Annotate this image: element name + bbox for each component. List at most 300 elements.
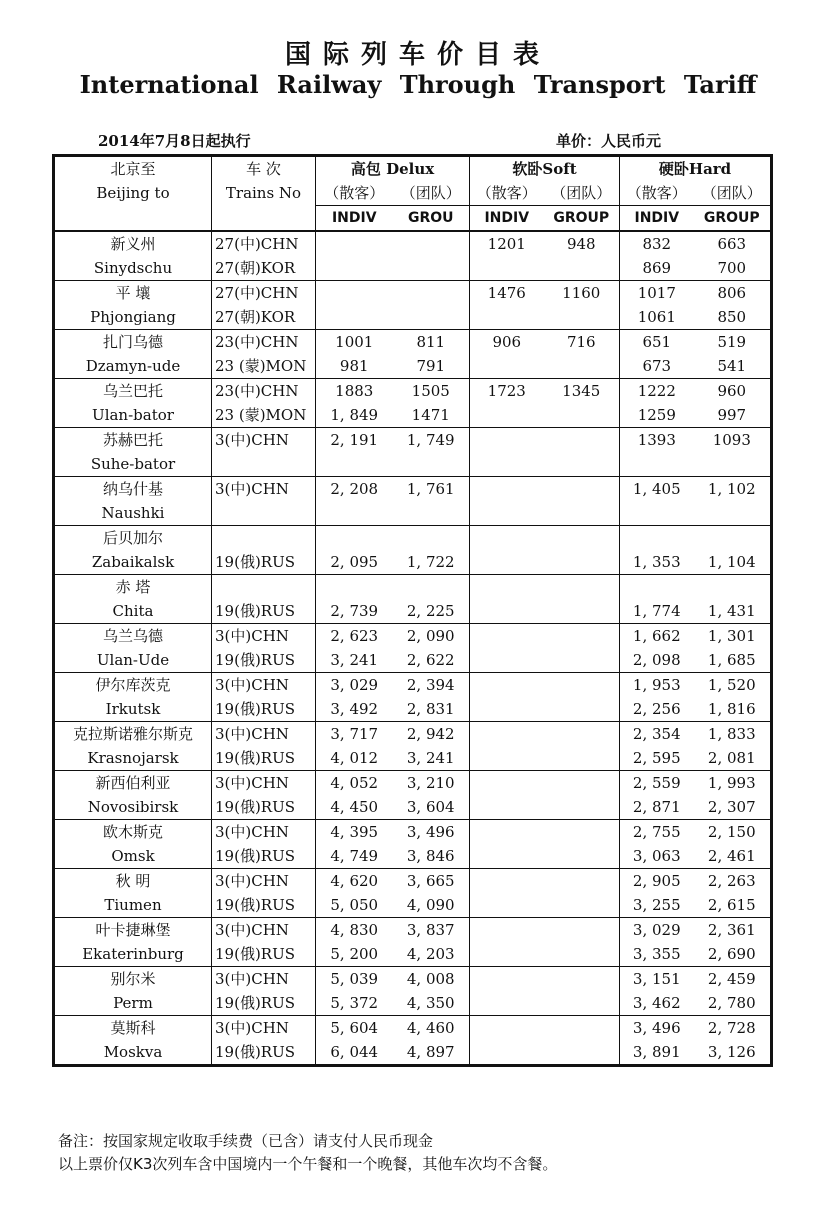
delux-indiv: 4, 450 [316, 795, 393, 820]
page-title-cn: 国际列车价目表 [284, 40, 551, 70]
hard-group: 2, 461 [707, 847, 756, 865]
soft-group: 716 [544, 330, 620, 355]
train-no [212, 452, 316, 477]
destination-en: Tiumen [54, 893, 212, 918]
table-row [54, 403, 772, 428]
price-unit: 单价：人民币元 [556, 132, 662, 150]
delux-indiv: 5, 050 [316, 893, 393, 918]
header-from-cn: 北京至 [54, 156, 212, 182]
header-delux-indiv-cn: （散客） [316, 181, 393, 206]
delux-indiv [316, 256, 393, 281]
train-no: 3(中)CHN [212, 477, 316, 502]
soft-indiv [470, 1016, 544, 1041]
soft-indiv [470, 599, 544, 624]
hard-group: 1, 685 [707, 651, 756, 669]
header-row-1 [54, 156, 772, 182]
table-row [54, 305, 772, 330]
hard-group [694, 452, 772, 477]
table-row [54, 599, 772, 624]
hard-indiv: 2, 354 [620, 722, 694, 747]
header-hard-group-cn: （团队） [701, 184, 762, 202]
soft-indiv [470, 403, 544, 428]
soft-indiv [470, 1040, 544, 1066]
delux-group: 4, 008 [393, 967, 470, 992]
tariff-table [52, 154, 773, 1067]
hard-indiv: 3, 063 [620, 844, 694, 869]
delux-group: 3, 665 [393, 869, 470, 894]
soft-indiv [470, 918, 544, 943]
hard-indiv: 1, 953 [620, 673, 694, 698]
header-row-2 [54, 181, 772, 206]
soft-group [544, 673, 620, 698]
delux-group: 3, 241 [406, 749, 455, 767]
soft-indiv [470, 550, 544, 575]
delux-indiv: 6, 044 [316, 1040, 393, 1066]
table-row [54, 673, 772, 698]
soft-indiv [470, 256, 544, 281]
delux-indiv: 2, 095 [316, 550, 393, 575]
table-row [54, 795, 772, 820]
delux-indiv: 4, 395 [316, 820, 393, 845]
soft-group [544, 1016, 620, 1041]
soft-indiv [470, 575, 544, 600]
hard-group: 2, 615 [707, 896, 756, 914]
delux-group [393, 452, 470, 477]
delux-group: 1, 749 [393, 428, 470, 453]
delux-group [393, 526, 470, 551]
delux-indiv: 4, 052 [316, 771, 393, 796]
destination-cn: 扎门乌德 [54, 330, 212, 355]
soft-group: 948 [544, 231, 620, 256]
hard-group: 2, 690 [707, 945, 756, 963]
hard-group: 1, 993 [694, 771, 772, 796]
soft-indiv [470, 673, 544, 698]
soft-indiv: 1201 [470, 231, 544, 256]
hard-group: 2, 307 [707, 798, 756, 816]
delux-group: 2, 942 [393, 722, 470, 747]
hard-indiv: 2, 098 [620, 648, 694, 673]
hard-indiv: 2, 905 [620, 869, 694, 894]
destination-en: Novosibirsk [54, 795, 212, 820]
train-no: 27(中)CHN [212, 231, 316, 256]
hard-indiv: 1259 [620, 403, 694, 428]
train-no: 3(中)CHN [212, 918, 316, 943]
hard-group: 1, 301 [694, 624, 772, 649]
soft-indiv: 1476 [470, 281, 544, 306]
destination-en: Suhe-bator [54, 452, 212, 477]
delux-indiv [316, 501, 393, 526]
destination-en: Ulan-bator [54, 403, 212, 428]
soft-group [544, 795, 620, 820]
soft-group: 1160 [544, 281, 620, 306]
soft-indiv [470, 795, 544, 820]
delux-group: 2, 831 [406, 700, 455, 718]
table-row [54, 991, 772, 1016]
hard-indiv: 1061 [620, 305, 694, 330]
hard-group: 1, 102 [694, 477, 772, 502]
delux-indiv: 2, 191 [316, 428, 393, 453]
delux-group: 1, 761 [393, 477, 470, 502]
delux-indiv: 4, 749 [316, 844, 393, 869]
hard-group: 997 [717, 406, 747, 424]
destination-cn: 别尔米 [54, 967, 212, 992]
train-no: 19(俄)RUS [212, 991, 316, 1016]
destination-cn: 新义州 [54, 231, 212, 256]
delux-group: 3, 837 [393, 918, 470, 943]
hard-indiv: 1, 774 [620, 599, 694, 624]
delux-group: 3, 846 [406, 847, 455, 865]
hard-indiv: 2, 559 [620, 771, 694, 796]
destination-cn: 乌兰乌德 [54, 624, 212, 649]
delux-indiv: 1883 [316, 379, 393, 404]
table-row [54, 918, 772, 943]
train-no: 23(中)CHN [212, 379, 316, 404]
hard-group: 3, 126 [707, 1043, 756, 1061]
header-soft-group-cn: （团队） [551, 184, 612, 202]
train-no: 23 (蒙)MON [212, 403, 316, 428]
hard-indiv: 3, 355 [620, 942, 694, 967]
train-no: 19(俄)RUS [212, 893, 316, 918]
soft-group [544, 599, 620, 624]
train-no: 19(俄)RUS [212, 648, 316, 673]
hard-indiv: 3, 496 [620, 1016, 694, 1041]
delux-indiv: 2, 623 [316, 624, 393, 649]
delux-indiv [316, 575, 393, 600]
hard-indiv [620, 452, 694, 477]
hard-group: 1, 431 [707, 602, 756, 620]
hard-group: 1, 833 [694, 722, 772, 747]
delux-indiv: 981 [316, 354, 393, 379]
delux-indiv: 1, 849 [316, 403, 393, 428]
hard-indiv: 3, 891 [620, 1040, 694, 1066]
train-no: 19(俄)RUS [212, 550, 316, 575]
table-row [54, 820, 772, 845]
header-delux-group: GROU [393, 206, 470, 232]
delux-group: 1471 [411, 406, 450, 424]
destination-en: Moskva [54, 1040, 212, 1066]
soft-indiv [470, 305, 544, 330]
effective-date: 2014年7月8日起执行 [98, 132, 251, 150]
train-no: 27(朝)KOR [212, 256, 316, 281]
soft-indiv [470, 942, 544, 967]
soft-group [544, 526, 620, 551]
destination-cn: 莫斯科 [54, 1016, 212, 1041]
delux-indiv: 2, 208 [316, 477, 393, 502]
delux-group: 3, 604 [406, 798, 455, 816]
soft-indiv [470, 991, 544, 1016]
header-delux: 高包 Delux [316, 156, 470, 182]
hard-group: 541 [717, 357, 747, 375]
delux-group [393, 501, 470, 526]
table-row [54, 1016, 772, 1041]
soft-group [544, 624, 620, 649]
header-delux-group-cn: （团队） [400, 184, 461, 202]
hard-group: 700 [717, 259, 747, 277]
table-row [54, 746, 772, 771]
header-hard: 硬卧Hard [620, 156, 772, 182]
soft-indiv [470, 501, 544, 526]
delux-group: 4, 350 [406, 994, 455, 1012]
soft-indiv [470, 771, 544, 796]
delux-group: 2, 225 [406, 602, 455, 620]
soft-indiv [470, 452, 544, 477]
soft-group [544, 354, 620, 379]
delux-indiv: 4, 830 [316, 918, 393, 943]
hard-indiv: 2, 256 [620, 697, 694, 722]
hard-indiv: 1017 [620, 281, 694, 306]
header-soft-group: GROUP [544, 206, 620, 232]
delux-group: 1505 [393, 379, 470, 404]
soft-indiv [470, 697, 544, 722]
hard-indiv: 1222 [620, 379, 694, 404]
delux-indiv: 3, 717 [316, 722, 393, 747]
train-no: 3(中)CHN [212, 820, 316, 845]
destination-cn: 赤 塔 [54, 575, 212, 600]
delux-indiv: 5, 200 [316, 942, 393, 967]
table-row [54, 526, 772, 551]
hard-group: 2, 263 [694, 869, 772, 894]
soft-group [544, 771, 620, 796]
soft-group [544, 869, 620, 894]
soft-group [544, 844, 620, 869]
hard-group: 2, 728 [694, 1016, 772, 1041]
destination-en: Krasnojarsk [54, 746, 212, 771]
table-row [54, 281, 772, 306]
table-row [54, 893, 772, 918]
table-row [54, 942, 772, 967]
train-no: 3(中)CHN [212, 722, 316, 747]
soft-group [544, 403, 620, 428]
header-soft: 软卧Soft [470, 156, 620, 182]
delux-indiv: 3, 029 [316, 673, 393, 698]
destination-cn: 后贝加尔 [54, 526, 212, 551]
hard-indiv [620, 501, 694, 526]
hard-group: 663 [694, 231, 772, 256]
note-line-2: 以上票价仅K3次列车含中国境内一个午餐和一个晚餐，其他车次均不含餐。 [58, 1155, 558, 1173]
soft-indiv [470, 477, 544, 502]
train-no: 19(俄)RUS [212, 795, 316, 820]
soft-indiv [470, 820, 544, 845]
train-no: 23(中)CHN [212, 330, 316, 355]
delux-group [393, 256, 470, 281]
hard-indiv: 3, 151 [620, 967, 694, 992]
soft-group [544, 550, 620, 575]
destination-en: Dzamyn-ude [54, 354, 212, 379]
train-no: 23 (蒙)MON [212, 354, 316, 379]
delux-indiv: 4, 012 [316, 746, 393, 771]
soft-indiv [470, 526, 544, 551]
train-no: 27(朝)KOR [212, 305, 316, 330]
hard-indiv: 673 [620, 354, 694, 379]
delux-indiv: 3, 492 [316, 697, 393, 722]
table-row [54, 550, 772, 575]
train-no: 27(中)CHN [212, 281, 316, 306]
train-no [212, 501, 316, 526]
destination-cn: 秋 明 [54, 869, 212, 894]
hard-indiv [620, 526, 694, 551]
hard-indiv: 1, 662 [620, 624, 694, 649]
hard-group: 2, 081 [707, 749, 756, 767]
train-no: 19(俄)RUS [212, 844, 316, 869]
table-row [54, 967, 772, 992]
train-no: 3(中)CHN [212, 771, 316, 796]
hard-indiv: 2, 755 [620, 820, 694, 845]
soft-indiv [470, 624, 544, 649]
destination-en: Ekaterinburg [54, 942, 212, 967]
delux-group: 3, 210 [393, 771, 470, 796]
table-row [54, 379, 772, 404]
table-row [54, 771, 772, 796]
table-row [54, 501, 772, 526]
hard-indiv: 651 [620, 330, 694, 355]
soft-group [544, 648, 620, 673]
delux-indiv [316, 305, 393, 330]
delux-indiv [316, 452, 393, 477]
soft-indiv: 1723 [470, 379, 544, 404]
destination-cn: 克拉斯诺雅尔斯克 [54, 722, 212, 747]
train-no [212, 526, 316, 551]
delux-group [393, 305, 470, 330]
table-row [54, 869, 772, 894]
header-soft-indiv: INDIV [470, 206, 544, 232]
delux-indiv [316, 231, 393, 256]
destination-cn: 乌兰巴托 [54, 379, 212, 404]
soft-indiv [470, 722, 544, 747]
header-row-3 [54, 206, 772, 232]
soft-indiv [470, 844, 544, 869]
note-line-1: 备注：按国家规定收取手续费（已含）请支付人民币现金 [58, 1132, 434, 1150]
table-row [54, 231, 772, 256]
train-no: 19(俄)RUS [212, 746, 316, 771]
table-row [54, 844, 772, 869]
destination-en: Omsk [54, 844, 212, 869]
train-no: 3(中)CHN [212, 673, 316, 698]
table-row [54, 256, 772, 281]
page-title-en: International Railway Through Transport Tariff [79, 70, 757, 99]
soft-indiv [470, 648, 544, 673]
table-row [54, 722, 772, 747]
soft-group [544, 991, 620, 1016]
header-hard-group: GROUP [694, 206, 772, 232]
delux-indiv: 2, 739 [316, 599, 393, 624]
table-row [54, 452, 772, 477]
hard-indiv: 3, 462 [620, 991, 694, 1016]
train-no: 3(中)CHN [212, 428, 316, 453]
table-row [54, 648, 772, 673]
hard-indiv: 3, 029 [620, 918, 694, 943]
delux-group: 791 [416, 357, 446, 375]
hard-group: 519 [694, 330, 772, 355]
hard-indiv: 869 [620, 256, 694, 281]
soft-group [544, 305, 620, 330]
destination-cn: 苏赫巴托 [54, 428, 212, 453]
destination-en: Phjongiang [54, 305, 212, 330]
destination-en: Zabaikalsk [54, 550, 212, 575]
delux-group: 2, 394 [393, 673, 470, 698]
header-hard-indiv: INDIV [620, 206, 694, 232]
hard-indiv [620, 575, 694, 600]
soft-indiv [470, 746, 544, 771]
delux-group [393, 575, 470, 600]
delux-group: 4, 090 [406, 896, 455, 914]
train-no: 19(俄)RUS [212, 697, 316, 722]
delux-group: 811 [393, 330, 470, 355]
hard-group: 2, 459 [694, 967, 772, 992]
hard-indiv: 1, 353 [620, 550, 694, 575]
soft-indiv [470, 354, 544, 379]
soft-indiv [470, 893, 544, 918]
table-row [54, 697, 772, 722]
hard-group: 1, 816 [707, 700, 756, 718]
soft-group [544, 918, 620, 943]
soft-indiv [470, 869, 544, 894]
soft-group [544, 452, 620, 477]
destination-en: Perm [54, 991, 212, 1016]
train-no: 19(俄)RUS [212, 1040, 316, 1066]
soft-group [544, 967, 620, 992]
hard-indiv: 2, 595 [620, 746, 694, 771]
hard-group: 2, 780 [707, 994, 756, 1012]
soft-group [544, 477, 620, 502]
destination-en: Chita [54, 599, 212, 624]
hard-group: 806 [694, 281, 772, 306]
table-row [54, 330, 772, 355]
delux-group: 2, 622 [406, 651, 455, 669]
hard-group: 1, 520 [694, 673, 772, 698]
soft-group [544, 256, 620, 281]
delux-indiv: 4, 620 [316, 869, 393, 894]
soft-indiv: 906 [470, 330, 544, 355]
hard-indiv: 1393 [620, 428, 694, 453]
train-no [212, 575, 316, 600]
hard-group: 2, 361 [694, 918, 772, 943]
train-no: 3(中)CHN [212, 624, 316, 649]
hard-group: 960 [694, 379, 772, 404]
hard-group: 1, 104 [707, 553, 756, 571]
train-no: 19(俄)RUS [212, 942, 316, 967]
delux-indiv: 3, 241 [316, 648, 393, 673]
delux-indiv: 5, 039 [316, 967, 393, 992]
soft-group [544, 722, 620, 747]
table-row [54, 428, 772, 453]
train-no: 3(中)CHN [212, 1016, 316, 1041]
delux-group: 4, 460 [393, 1016, 470, 1041]
hard-group [694, 526, 772, 551]
header-train-cn: 车 次 [212, 156, 316, 182]
destination-cn: 欧木斯克 [54, 820, 212, 845]
hard-indiv: 2, 871 [620, 795, 694, 820]
soft-group [544, 942, 620, 967]
header-soft-indiv-cn: （散客） [470, 181, 544, 206]
delux-indiv: 1001 [316, 330, 393, 355]
soft-group: 1345 [544, 379, 620, 404]
hard-group: 2, 150 [694, 820, 772, 845]
delux-indiv: 5, 604 [316, 1016, 393, 1041]
soft-group [544, 820, 620, 845]
train-no: 3(中)CHN [212, 967, 316, 992]
hard-indiv: 832 [620, 231, 694, 256]
table-row [54, 354, 772, 379]
soft-group [544, 746, 620, 771]
tariff-rows [54, 231, 772, 1066]
soft-group [544, 697, 620, 722]
soft-group [544, 893, 620, 918]
destination-cn: 伊尔库茨克 [54, 673, 212, 698]
delux-indiv [316, 281, 393, 306]
destination-en: Sinydschu [54, 256, 212, 281]
destination-cn: 纳乌什基 [54, 477, 212, 502]
soft-group [544, 1040, 620, 1066]
